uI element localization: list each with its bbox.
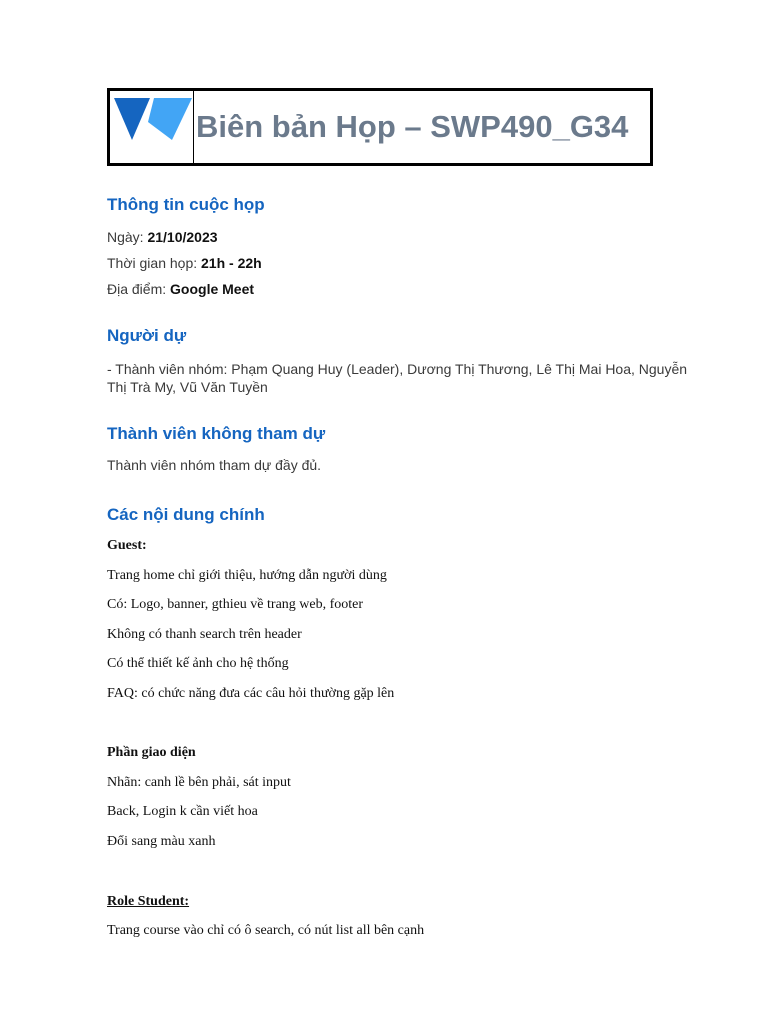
absent-text: Thành viên nhóm tham dự đầy đủ. xyxy=(107,457,322,473)
meeting-time xyxy=(107,255,262,271)
date-value: 21/10/2023 xyxy=(147,229,218,245)
main-content-heading: Các nội dung chính xyxy=(107,505,265,524)
time-value: 21h - 22h xyxy=(201,255,262,271)
list-item: Back, Login k cần viết hoa xyxy=(107,804,258,819)
absent-heading: Thành viên không tham dự xyxy=(107,424,326,443)
logo-cell xyxy=(110,91,194,163)
location-value: Google Meet xyxy=(170,281,255,297)
guest-label: Guest: xyxy=(107,538,147,553)
ui-section-label: Phần giao diện xyxy=(107,745,196,760)
title-cell xyxy=(194,91,650,163)
list-item: Trang course vào chỉ có ô search, có nút list all bên cạnh xyxy=(107,923,425,938)
list-item: FAQ: có chức năng đưa các câu hỏi thường gặp lên xyxy=(107,686,395,701)
list-item: Có thể thiết kế ảnh cho hệ thống xyxy=(107,656,289,671)
location-label: Địa điểm: xyxy=(107,281,171,297)
list-item: Nhãn: canh lề bên phải, sát input xyxy=(107,775,291,790)
list-item: Trang home chỉ giới thiệu, hướng dẫn người dùng xyxy=(107,568,387,583)
document-header xyxy=(107,88,653,166)
role-student-label: Role Student: xyxy=(107,894,190,909)
meeting-info-heading: Thông tin cuộc họp xyxy=(107,195,265,214)
meeting-date xyxy=(107,229,218,245)
list-item: Có: Logo, banner, gthieu về trang web, footer xyxy=(107,597,364,612)
attendees-heading: Người dự xyxy=(107,326,187,345)
date-label: Ngày: xyxy=(107,229,148,245)
time-label: Thời gian họp: xyxy=(107,255,202,271)
company-logo-icon xyxy=(112,96,192,142)
list-item: Đổi sang màu xanh xyxy=(107,834,216,849)
meeting-location xyxy=(107,281,254,297)
attendees-list: - Thành viên nhóm: Phạm Quang Huy (Leader), Dương Thị Thương, Lê Thị Mai Hoa, Nguyễn Thị Trà My, Vũ Văn Tuyền xyxy=(107,361,688,395)
list-item: Không có thanh search trên header xyxy=(107,627,302,642)
document-title: Biên bản Họp – SWP490_G34 xyxy=(196,109,629,144)
